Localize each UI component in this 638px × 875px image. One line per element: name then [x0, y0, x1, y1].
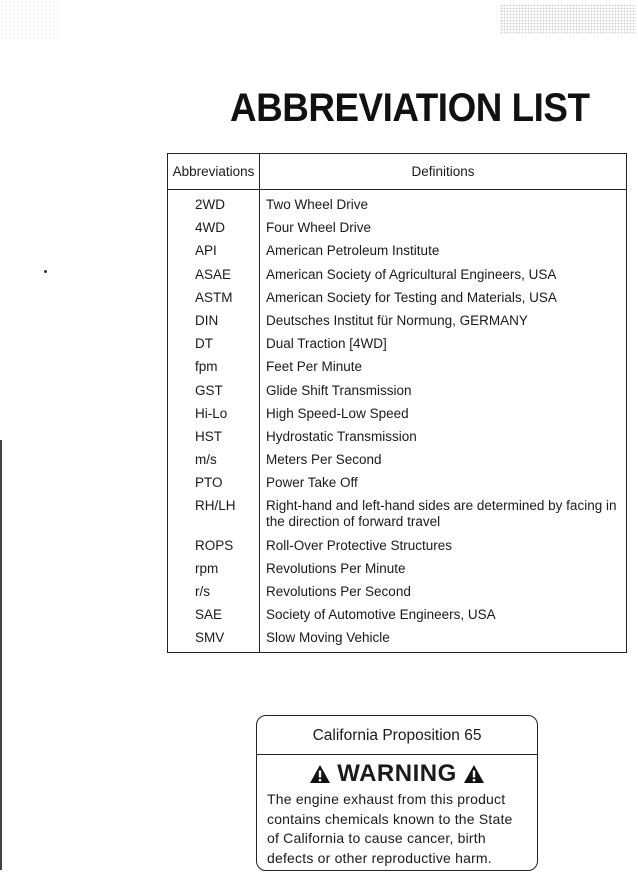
table-row — [168, 472, 627, 495]
abbreviation-cell: m/s — [168, 449, 260, 472]
table-row — [168, 495, 627, 534]
definition-cell: Hydrostatic Transmission — [266, 428, 417, 444]
abbreviation-cell: DT — [168, 333, 260, 356]
scan-noise-top-right — [500, 4, 636, 34]
abbreviation-cell: GST — [168, 380, 260, 403]
table-row — [168, 449, 627, 472]
scan-noise-top-left — [0, 0, 60, 40]
table-row — [168, 535, 627, 558]
table-row — [168, 287, 627, 310]
warning-triangle-icon — [463, 764, 485, 784]
abbreviation-cell: ASTM — [168, 287, 260, 310]
definition-cell: Dual Traction [4WD] — [266, 336, 387, 352]
abbreviation-cell: fpm — [168, 356, 260, 379]
definition-cell: Roll-Over Protective Structures — [266, 537, 453, 553]
column-header-abbreviations: Abbreviations — [168, 154, 260, 190]
abbreviation-cell: RH/LH — [168, 495, 260, 534]
abbreviation-cell: HST — [168, 426, 260, 449]
scan-edge-left — [0, 440, 2, 870]
table-row — [168, 627, 627, 653]
notice-body-line: defects or other reproductive harm. — [267, 849, 492, 866]
abbreviation-cell: 2WD — [168, 190, 260, 218]
definition-cell: American Society for Testing and Materials, USA — [266, 289, 557, 305]
warning-heading — [257, 760, 537, 788]
notice-header: California Proposition 65 — [257, 716, 537, 755]
abbreviation-cell: API — [168, 240, 260, 263]
abbreviation-cell: ROPS — [168, 535, 260, 558]
abbreviation-cell: DIN — [168, 310, 260, 333]
table-row — [168, 240, 627, 263]
definition-cell: American Society of Agricultural Engineers, USA — [266, 266, 557, 282]
notice-body-line: contains chemicals known to the State — [267, 810, 513, 827]
abbreviation-cell: SMV — [168, 627, 260, 653]
definition-cell: Society of Automotive Engineers, USA — [266, 607, 496, 623]
scan-dot — [44, 270, 47, 273]
column-header-definitions: Definitions — [260, 154, 627, 190]
abbreviation-cell: ASAE — [168, 264, 260, 287]
table-row — [168, 558, 627, 581]
definition-cell: Revolutions Per Second — [266, 584, 411, 599]
notice-body-line: The engine exhaust from this product — [267, 791, 506, 807]
table-row — [168, 190, 627, 218]
definition-cell: Deutsches Institut für Normung, GERMANY — [266, 312, 528, 328]
table-row — [168, 310, 627, 333]
definition-cell: Slow Moving Vehicle — [266, 630, 390, 646]
definition-cell: Right-hand and left-hand sides are determined by facing in the direction of forward travel — [266, 498, 617, 530]
warning-label: WARNING — [337, 760, 457, 787]
notice-body-line: of California to cause cancer, birth — [267, 830, 486, 846]
warning-triangle-icon — [309, 764, 331, 784]
definition-cell: Revolutions Per Minute — [266, 560, 406, 576]
abbreviation-table — [167, 153, 627, 653]
definition-cell: Power Take Off — [266, 475, 358, 491]
table-row — [168, 426, 627, 449]
table-row — [168, 356, 627, 379]
definition-cell: American Petroleum Institute — [266, 243, 440, 259]
definition-cell: Glide Shift Transmission — [266, 382, 412, 398]
page-title: ABBREVIATION LIST — [230, 86, 590, 130]
table-row — [168, 217, 627, 240]
table-row — [168, 403, 627, 426]
table-row — [168, 380, 627, 403]
table-row — [168, 264, 627, 287]
definition-cell: Four Wheel Drive — [266, 220, 372, 236]
notice-body — [257, 790, 537, 868]
table-row — [168, 581, 627, 604]
table-row — [168, 604, 627, 627]
abbreviation-cell: SAE — [168, 604, 260, 627]
table-header-row — [168, 154, 627, 190]
prop65-notice-box — [256, 715, 538, 871]
definition-cell: Feet Per Minute — [266, 359, 363, 375]
table-row — [168, 333, 627, 356]
abbreviation-cell: PTO — [168, 472, 260, 495]
abbreviation-cell: rpm — [168, 558, 260, 581]
abbreviation-cell: Hi-Lo — [168, 403, 260, 426]
definition-cell: Two Wheel Drive — [266, 197, 369, 212]
definition-cell: High Speed-Low Speed — [266, 405, 409, 421]
table-body — [168, 190, 627, 653]
definition-cell: Meters Per Second — [266, 452, 382, 468]
abbreviation-cell: r/s — [168, 581, 260, 604]
abbreviation-cell: 4WD — [168, 217, 260, 240]
